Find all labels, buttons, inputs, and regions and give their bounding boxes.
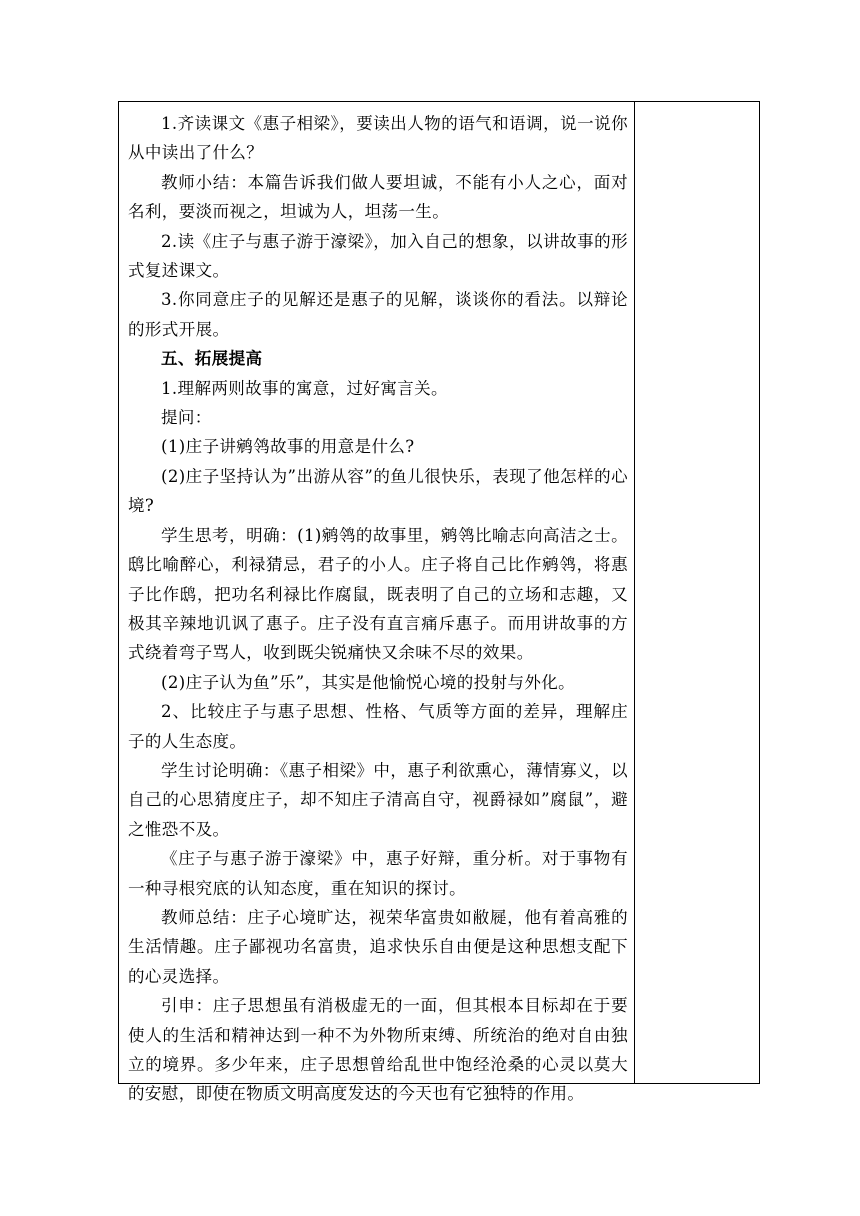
paragraph-extension-task-2: 2、比较庄子与惠子思想、性格、气质等方面的差异，理解庄子的人生态度。 [128,702,628,751]
paragraph-extension-note: 引申：庄子思想虽有消极虚无的一面，但其根本目标却在于要使人的生活和精神达到一种不为外物所束缚、所统治的绝对自由独立的境界。多少年来，庄子思想曾给乱世中饱经沧桑的心灵以莫大的安慰，即使在物质文明高度发达的今天也有它独特的作用。 [128,996,628,1104]
paragraph-reading-task-3: 3.你同意庄子的见解还是惠子的见解，谈谈你的看法。以辩论的形式开展。 [128,290,628,339]
paragraph-question-2: (2)庄子坚持认为”出游从容”的鱼儿很快乐，表现了他怎样的心境? [128,466,628,516]
paragraph-student-discussion: 学生讨论明确：《惠子相梁》中，惠子利欲熏心，薄情寡义，以自己的心思猜度庄子，却不知庄子清高自守，视爵禄如”腐鼠”，避之惟恐不及。 [128,760,628,839]
paragraph-teacher-conclusion: 教师总结：庄子心境旷达，视荣华富贵如敝屣，他有着高雅的生活情趣。庄子鄙视功名富贵，追求快乐自由便是这种思想支配下的心灵选择。 [128,907,628,986]
section-heading-extension: 五、拓展提高 [161,349,263,369]
paragraph-question-1: (1)庄子讲鹓鸰故事的用意是什么? [161,437,415,457]
paragraph-haoliang-analysis: 《庄子与惠子游于濠梁》中，惠子好辩，重分析。对于事物有一种寻根究底的认知态度，重在知识的探讨。 [128,849,628,898]
lesson-content-cell [128,109,628,1109]
paragraph-questions-label: 提问： [161,408,212,428]
paragraph-student-answer-1: 学生思考，明确：(1)鹓鸰的故事里，鹓鸰比喻志向高洁之士。鸱比喻醉心，利禄猜忌，君子的小人。庄子将自己比作鹓鸰，将惠子比作鸱，把功名利禄比作腐鼠，既表明了自己的立场和志趣，又极其辛辣地讥讽了惠子。庄子没有直言痛斥惠子。而用讲故事的方式绕着弯子骂人，收到既尖锐痛快又余味不尽的效果。 [128,525,628,663]
paragraph-reading-task-2: 2.读《庄子与惠子游于濠梁》，加入自己的想象，以讲故事的形式复述课文。 [128,231,628,281]
paragraph-teacher-summary: 教师小结：本篇告诉我们做人要坦诚，不能有小人之心，面对名利，要淡而视之，坦诚为人，坦荡一生。 [128,172,628,222]
paragraph-extension-task-1: 1.理解两则故事的寓意，过好寓言关。 [161,378,448,398]
paragraph-reading-task-1: 1.齐读课文《惠子相梁》，要读出人物的语气和语调，说一说你从中读出了什么？ [128,114,628,163]
lesson-plan-table [118,101,760,1104]
paragraph-student-answer-2: (2)庄子认为鱼”乐”，其实是他愉悦心境的投射与外化。 [161,672,576,692]
column-divider [634,102,635,1083]
